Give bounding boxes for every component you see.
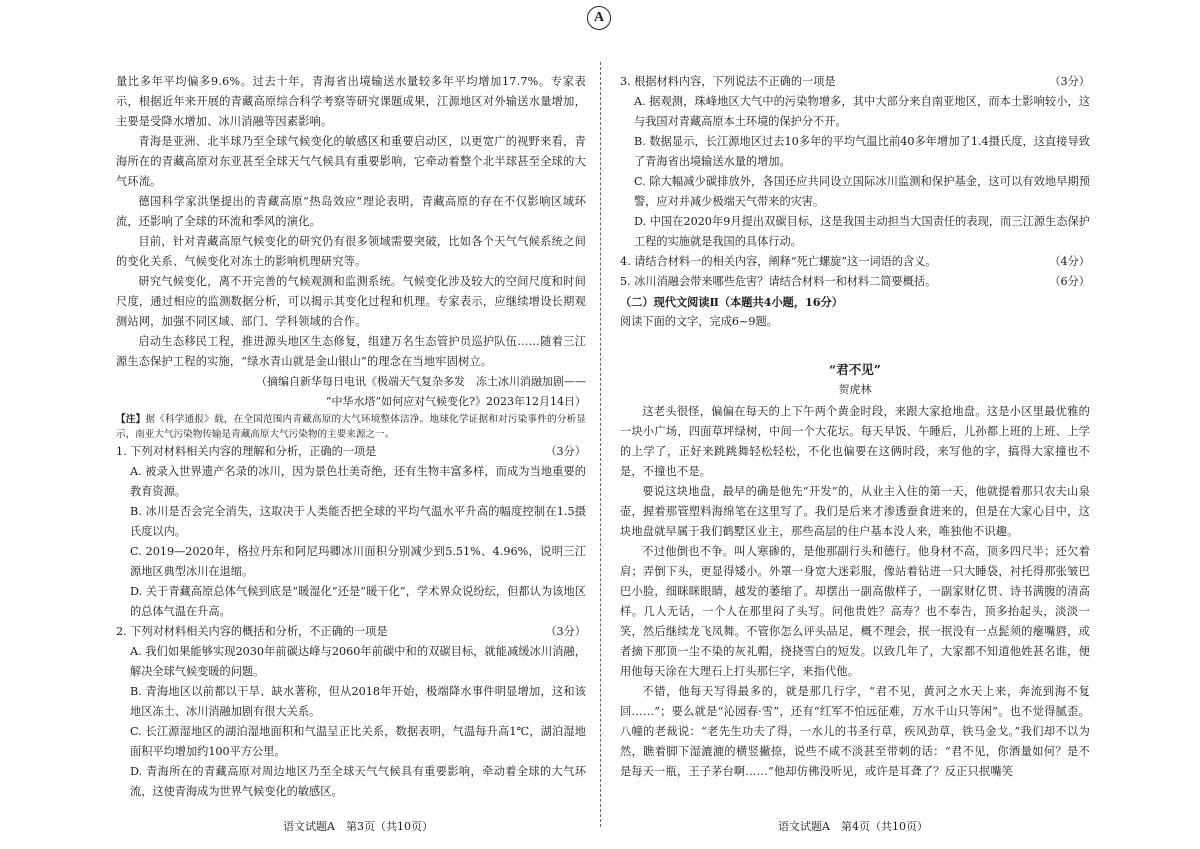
- question-3: [620, 72, 1090, 92]
- paper-version-badge: A: [587, 6, 611, 30]
- option-c: C. 除大幅减少碳排放外，各国还应共同设立国际冰川监测和保护基金，这可以有效地早期预警，应对并减少极端天气带来的灾害。: [634, 175, 1090, 208]
- left-page: [116, 72, 586, 802]
- paragraph: 目前，针对青藏高原气候变化的研究仍有很多领域需要突破，比如各个天气气候系统之间的变化关系、气候变化对冻土的影响机理研究等。: [116, 235, 586, 268]
- page-footer-left: 语文试题A 第3页（共10页）: [283, 820, 433, 833]
- paragraph: 不错，他每天写得最多的，就是那几行字，“君不见，黄河之水天上来，奔流到海不复回……”；要么就是“沁园春·雪”，还有“红军不怕远征难，万水千山只等闲”。也不觉得腻歪。八幢的老裁说：“老先生功夫了得，一水儿的书圣行草，疾风劲草，铁马金戈。”我们却不以为然，瞧着脚下湿漉漉的横竖撇捺，说些不咸不淡甚至带刺的话：“君不见，你酒量如何？是不是每天一瓶，王子茅台啊……”他却仿佛没听见，或许是耳聋了？反正只抿嘴笑: [620, 685, 1090, 778]
- question-stem: 4. 请结合材料一的相关内容，阐释“死亡螺旋”这一词语的含义。: [620, 255, 937, 268]
- source-citation-line-2: “中华水塔”如何应对气候变化?》2023年12月14日）: [325, 395, 586, 408]
- option-a: A. 被录入世界遗产名录的冰川，因为景色壮美奇绝，还有生物丰富多样，而成为当地重要的教育资源。: [130, 465, 586, 498]
- question-score: （3分）: [545, 625, 586, 638]
- option-b: B. 青海地区以前都以干旱、缺水著称，但从2018年开始，极端降水事件明显增加，这和该地区冻土、冰川消融加剧有很大关系。: [130, 685, 586, 718]
- column-divider: [600, 62, 601, 827]
- reading-instruction: 阅读下面的文字，完成6~9题。: [620, 315, 778, 328]
- question-stem: 1. 下列对材料相关内容的理解和分析，正确的一项是: [116, 445, 377, 458]
- option-c: C. 2019—2020年，格拉丹东和阿尼玛卿冰川面积分别减少到5.51%、4.96%，说明三江源地区典型冰川在退缩。: [130, 545, 586, 578]
- question-stem: 5. 冰川消融会带来哪些危害？请结合材料一和材料二简要概括。: [620, 275, 937, 288]
- article-author: 贺虎林: [838, 383, 872, 396]
- question-score: （4分）: [1049, 255, 1090, 268]
- paragraph: 这老头很怪，偏偏在每天的上下午两个黄金时段，来跟大家抢地盘。这是小区里最优雅的一块小广场，四面草坪绿树，中间一个大花坛。每天早饭、午睡后，儿孙都上班的上班、上学的上学了，正好来跳跳舞轻松轻松，不化也偏要在这俩时段，来写他的字，搞得大家撞也不是，不撞也不是。: [620, 405, 1090, 478]
- option-a: A. 我们如果能够实现2030年前碳达峰与2060年前碳中和的双碳目标，就能减缓冰川消融，解决全球气候变暖的问题。: [130, 645, 586, 678]
- question-stem: 3. 根据材料内容，下列说法不正确的一项是: [620, 75, 836, 88]
- paragraph: 青海是亚洲、北半球乃至全球气候变化的敏感区和重要启动区，以更宽广的视野来看，青海所在的青藏高原对东亚甚至全球天气气候具有重要影响，它牵动着整个北半球甚至全球的大气环流。: [116, 135, 586, 188]
- section-heading: （二）现代文阅读Ⅱ（本题共4小题，16分）: [620, 295, 843, 309]
- option-d: D. 中国在2020年9月提出双碳目标，这是我国主动担当大国责任的表现，而三江源生态保护工程的实施就是我国的具体行动。: [634, 215, 1090, 248]
- paragraph: 量比多年平均偏多9.6%。过去十年，青海省出境输送水量较多年平均增加17.7%。专家表示，根据近年来开展的青藏高原综合科学考察等研究课题成果，江源地区对外输送水量增加，主要是受降水增加、冰川消融等因素影响。: [116, 75, 586, 128]
- question-4: [620, 252, 1090, 272]
- paragraph: 要说这块地盘，最早的确是他先“开发”的，从业主入住的第一天，他就提着那只农夫山泉壶，握着那管塑料海绵笔在这里写了。我们是后来才渗透蚕食进来的，但是在大家心目中，这块地盘就早属于我们鹤墅区业主，那些高层的住户基本没人来，唯独他不识趣。: [620, 485, 1090, 538]
- right-page: [620, 72, 1090, 782]
- page-footer-right: 语文试题A 第4页（共10页）: [778, 820, 928, 833]
- question-stem: 2. 下列对材料相关内容的概括和分析，不正确的一项是: [116, 625, 388, 638]
- paragraph: 研究气候变化，离不开完善的气候观测和监测系统。气候变化涉及较大的空间尺度和时间尺度，通过相应的监测数据分析，可以揭示其变化过程和机理。专家表示，应继续增设长期观测站网，加强不同区域、部门、学科领域的合作。: [116, 275, 586, 328]
- option-c: C. 长江源湿地区的湖泊湿地面积和气温呈正比关系，数据表明，气温每升高1℃，湖泊湿地面积平均增加约100平方公里。: [130, 725, 586, 758]
- footnote: [116, 412, 586, 442]
- footnote-text: 据《科学通报》载，在全国范围内青藏高原的大气环境整体洁净。地球化学证据和对污染事件的分析显示，南亚大气污染物传输是青藏高原大气污染物的主要来源之一。: [116, 414, 587, 440]
- paragraph: 启动生态移民工程，推进源头地区生态修复，组建万名生态管护员巡护队伍……随着三江源生态保护工程的实施，“绿水青山就是金山银山”的理念在当地牢固树立。: [116, 335, 586, 368]
- option-d: D. 青海所在的青藏高原对周边地区乃至全球天气气候具有重要影响，牵动着全球的大气环流，这使青海成为世界气候变化的敏感区。: [130, 765, 586, 798]
- option-d: D. 关于青藏高原总体气候到底是“暖湿化”还是“暖干化”，学术界众说纷纭，但都认为该地区的总体气温在升高。: [130, 585, 586, 618]
- question-score: （3分）: [545, 445, 586, 458]
- option-b: B. 数据显示，长江源地区过去10多年的平均气温比前40多年增加了1.4摄氏度，这直接导致了青海省出境输送水量的增加。: [634, 135, 1090, 168]
- question-1: [116, 442, 586, 462]
- question-score: （3分）: [1049, 75, 1090, 88]
- article-title: “君不见”: [829, 362, 881, 377]
- source-citation-line-1: （摘编自新华每日电讯《极端天气复杂多发 冻土冰川消融加剧——: [256, 375, 586, 388]
- question-2: [116, 622, 586, 642]
- question-score: （6分）: [1049, 275, 1090, 288]
- option-b: B. 冰川是否会完全消失，这取决于人类能否把全球的平均气温水平升高的幅度控制在1.5摄氏度以内。: [130, 505, 586, 538]
- question-5: [620, 272, 1090, 292]
- paragraph: 德国科学家洪堡提出的青藏高原“热岛效应”理论表明，青藏高原的存在不仅影响区域环流，还影响了全球的环流和季风的演化。: [116, 195, 586, 228]
- option-a: A. 据观测，珠峰地区大气中的污染物增多，其中大部分来自南亚地区，而本土影响较小，这与我国对青藏高原本土环境的保护分不开。: [634, 95, 1090, 128]
- paragraph: 不过他倒也不争。叫人寒碜的，是他那副行头和德行。他身材不高，顶多四尺半；还欠着肩；弄倒下头，更显得矮小。外罩一身宽大迷彩服，像站着钻进一只大睡袋，衬托得那张皱巴巴小脸，细眯眯眼睛，越发的萎缩了。却摆出一副高傲样子，一副家财亿贯、诗书满腹的清高样。几人无话，一个人在那里闷了头写。问他贵姓？高寿？也不奉告，顶多抬起头，淡淡一笑，然后继续龙飞凤舞。不管你怎么评头品足，概不理会，抿一抿没有一点髭须的瘪嘴唇，或者摘下那顶一尘不染的灰礼帽，挠挠雪白的短发。以致几年了，大家都不知道他姓甚名谁，便用他每天涂在大理石上打头那仨字，来指代他。: [620, 545, 1090, 678]
- footnote-label: 【注】: [116, 414, 146, 425]
